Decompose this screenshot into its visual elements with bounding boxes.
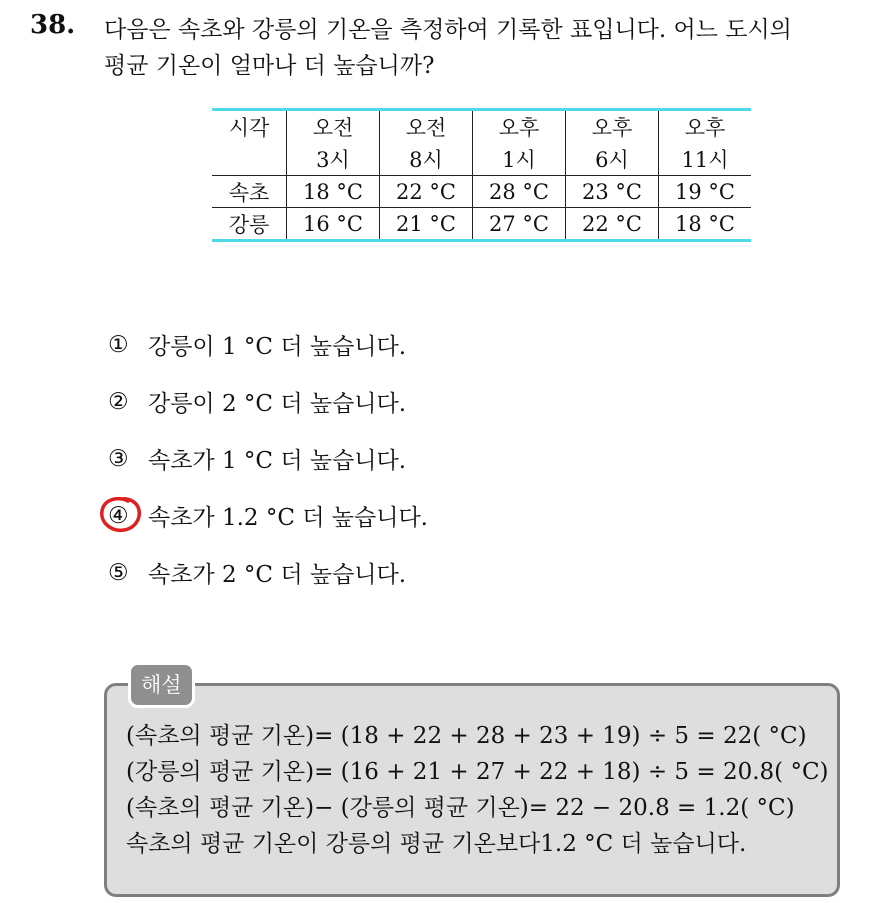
choice-1[interactable] (108, 316, 428, 373)
temperature-cell: 23 °C (566, 176, 659, 208)
time-header: 오전 (287, 110, 380, 144)
choice-2[interactable] (108, 373, 428, 430)
choice-text: 속초가 2 °C 더 높습니다. (148, 562, 407, 588)
temperature-cell: 27 °C (473, 208, 566, 241)
solution-line: (속초의 평균 기온)= (18 + 22 + 28 + 23 + 19) ÷ 5 = 22( °C) (126, 723, 807, 749)
time-header-hour: 11시 (659, 143, 752, 176)
choice-number: ③ (108, 445, 129, 472)
temperature-table (212, 108, 751, 242)
temperature-cell: 18 °C (659, 208, 752, 241)
question-number: 38. (30, 10, 76, 40)
choice-text: 강릉이 2 °C 더 높습니다. (148, 391, 407, 417)
time-header-hour: 8시 (380, 143, 473, 176)
time-header-hour: 1시 (473, 143, 566, 176)
choice-text: 강릉이 1 °C 더 높습니다. (148, 334, 407, 360)
choice-5[interactable] (108, 544, 428, 601)
table-row-sokcho (212, 176, 751, 208)
table-corner: 시각 (228, 116, 270, 140)
temperature-cell: 22 °C (566, 208, 659, 241)
temperature-cell: 21 °C (380, 208, 473, 241)
question-line-2: 평균 기온이 얼마나 더 높습니까? (104, 53, 435, 79)
table-header-row-2 (212, 143, 751, 176)
time-header: 오후 (566, 110, 659, 144)
temperature-cell: 28 °C (473, 176, 566, 208)
time-header-hour: 6시 (566, 143, 659, 176)
table-row-gangneung (212, 208, 751, 241)
choice-3[interactable] (108, 430, 428, 487)
time-header: 오전 (380, 110, 473, 144)
city-label: 속초 (212, 176, 287, 208)
solution-text (126, 718, 829, 862)
choice-number: ⑤ (108, 559, 129, 586)
question-line-1: 다음은 속초와 강릉의 기온을 측정하여 기록한 표입니다. 어느 도시의 (104, 17, 792, 43)
temperature-cell: 16 °C (287, 208, 380, 241)
time-header-hour: 3시 (287, 143, 380, 176)
temperature-cell: 19 °C (659, 176, 752, 208)
temperature-cell: 22 °C (380, 176, 473, 208)
city-label: 강릉 (212, 208, 287, 241)
choice-number: ④ (108, 502, 129, 529)
choice-text: 속초가 1 °C 더 높습니다. (148, 448, 407, 474)
time-header: 오후 (473, 110, 566, 144)
table-corner-empty (212, 143, 287, 176)
choice-text: 속초가 1.2 °C 더 높습니다. (148, 505, 428, 531)
solution-line: (속초의 평균 기온)− (강릉의 평균 기온)= 22 − 20.8 = 1.2( °C) (126, 795, 795, 821)
table-header-row-1 (212, 110, 751, 144)
choice-number: ① (108, 331, 129, 358)
question-text (104, 12, 874, 84)
choice-number: ② (108, 388, 129, 415)
temperature-cell: 18 °C (287, 176, 380, 208)
choice-4[interactable] (108, 487, 428, 544)
solution-label: 해설 (128, 662, 195, 708)
solution-line: (강릉의 평균 기온)= (16 + 21 + 27 + 22 + 18) ÷ 5 = 20.8( °C) (126, 759, 829, 785)
solution-line: 속초의 평균 기온이 강릉의 평균 기온보다1.2 °C 더 높습니다. (126, 831, 747, 857)
time-header: 오후 (659, 110, 752, 144)
answer-choices (108, 316, 428, 601)
